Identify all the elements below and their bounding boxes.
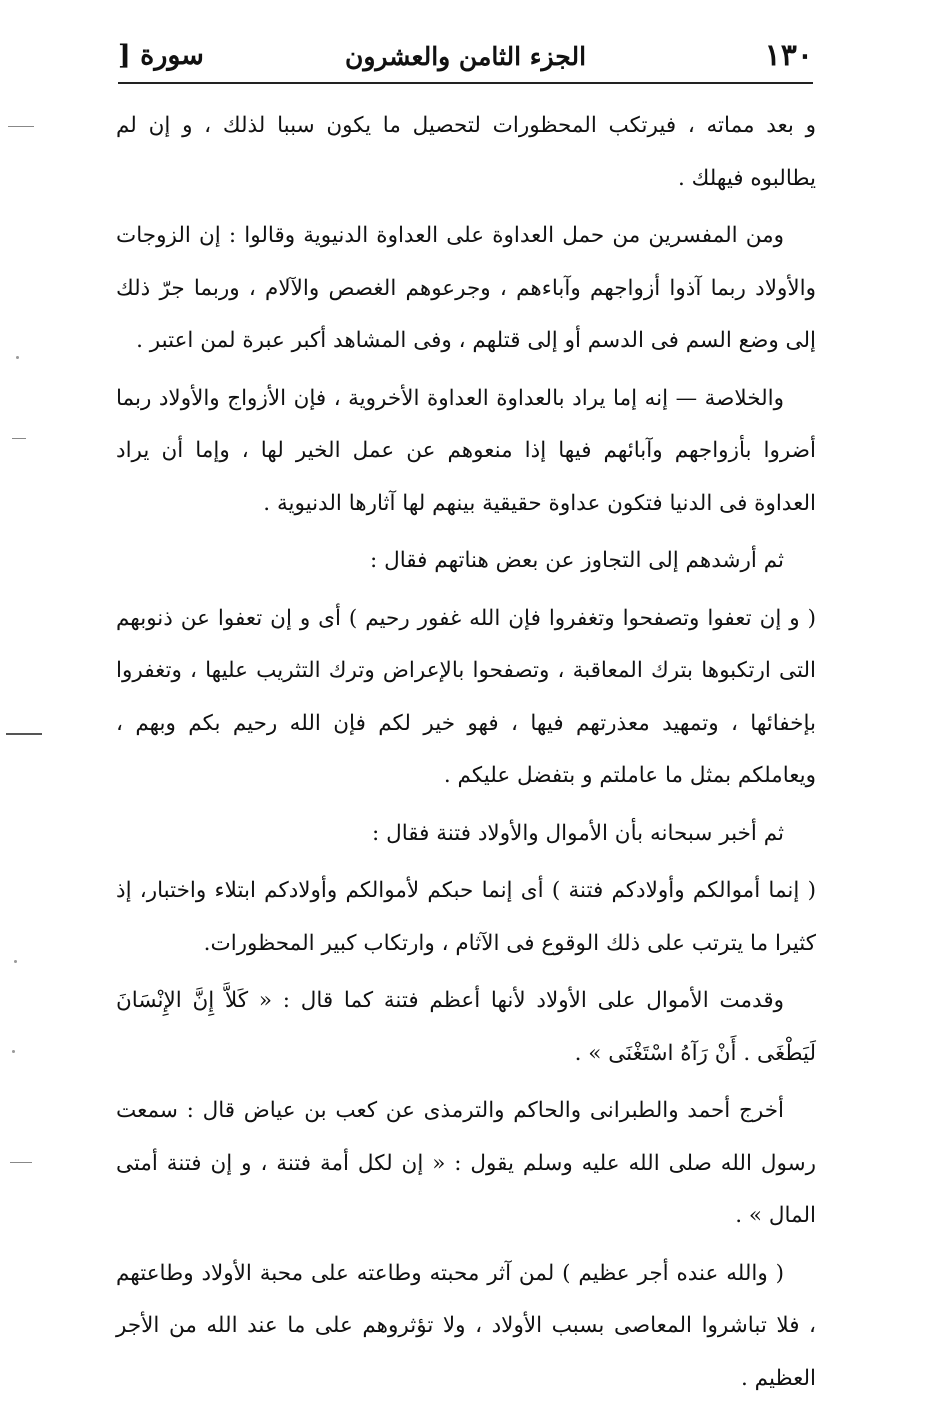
paragraph-5: ( و إن تعفوا وتصفحوا وتغفروا فإن الله غفور رحيم ) أى و إن تعفوا عن ذنوبهم التى ارتكبوها بترك المعاقبة ، وتصفحوا بالإعراض وترك التثريب عليها ، وتغفروا بإخفائها ، وتمهيد معذرتهم فيها ، فهو خير لكم فإن الله رحيم بكم وبهم ، ويعاملكم بمثل ما عاملتم و بتفضل عليكم . bbox=[116, 605, 816, 788]
surah-label: سورة [ bbox=[118, 40, 204, 71]
header-rule bbox=[118, 82, 813, 84]
paragraph-2: ومن المفسرين من حمل العداوة على العداوة الدنيوية وقالوا : إن الزوجات والأولاد ربما آذوا أزواجهم وآباءهم ، وجرعوهم الغصص والآلام ، وربما جرّ ذلك إلى وضع السم فى الدسم أو إلى قتلهم ، وفى المشاهد أكبر عبرة لمن اعتبر . bbox=[116, 223, 816, 353]
paragraph-4: ثم أرشدهم إلى التجاوز عن بعض هناتهم فقال : bbox=[370, 548, 784, 573]
margin-dot bbox=[16, 356, 19, 359]
paragraph-3: والخلاصة — إنه إما يراد بالعداوة العداوة الأخروية ، فإن الأزواج والأولاد ربما أضروا بأزواجهم وآبائهم فيها إذا منعوهم عن عمل الخير لها ، وإما أن يراد العداوة فى الدنيا فتكون عداوة حقيقية بينهم لها آثارها الدنيوية . bbox=[116, 385, 816, 516]
margin-mark bbox=[12, 438, 26, 439]
margin-mark bbox=[6, 733, 42, 735]
paragraph-8: وقدمت الأموال على الأولاد لأنها أعظم فتنة كما قال : « كَلاَّ إِنَّ الإِنْسَانَ لَيَطْغَى . أَنْ رَآهُ اسْتَغْنَى » . bbox=[116, 988, 816, 1066]
margin-dot bbox=[12, 1050, 15, 1053]
margin-dot bbox=[14, 960, 17, 963]
page-number: ١٣٠ bbox=[764, 38, 813, 73]
paragraph-9: أخرج أحمد والطبرانى والحاكم والترمذى عن كعب بن عياض قال : سمعت رسول الله صلى الله عليه وسلم يقول : « إن لكل أمة فتنة ، و إن فتنة أمتى المال » . bbox=[116, 1098, 816, 1228]
margin-mark bbox=[10, 1162, 32, 1163]
page-header bbox=[118, 28, 813, 84]
margin-mark bbox=[8, 126, 34, 127]
body-text bbox=[116, 100, 816, 1410]
paragraph-7: ( إنما أموالكم وأولادكم فتنة ) أى إنما حبكم لأموالكم وأولادكم ابتلاء واختبار، إذ كثيرا ما يترتب على ذلك الوقوع فى الآثام ، وارتكاب كبير المحظورات. bbox=[116, 878, 816, 956]
running-title: الجزء الثامن والعشرون bbox=[344, 42, 587, 71]
paragraph-6: ثم أخبر سبحانه بأن الأموال والأولاد فتنة فقال : bbox=[372, 820, 784, 846]
paragraph-10: ( والله عنده أجر عظيم ) لمن آثر محبته وطاعته على محبة الأولاد وطاعتهم ، فلا تباشروا المعاصى بسبب الأولاد ، ولا تؤثروهم على ما عند الله من الأجر العظيم . bbox=[116, 1260, 816, 1391]
paragraph-1: و بعد مماته ، فيرتكب المحظورات لتحصيل ما يكون سببا لذلك ، و إن لم يطالبوه فيهلك . bbox=[116, 113, 816, 191]
